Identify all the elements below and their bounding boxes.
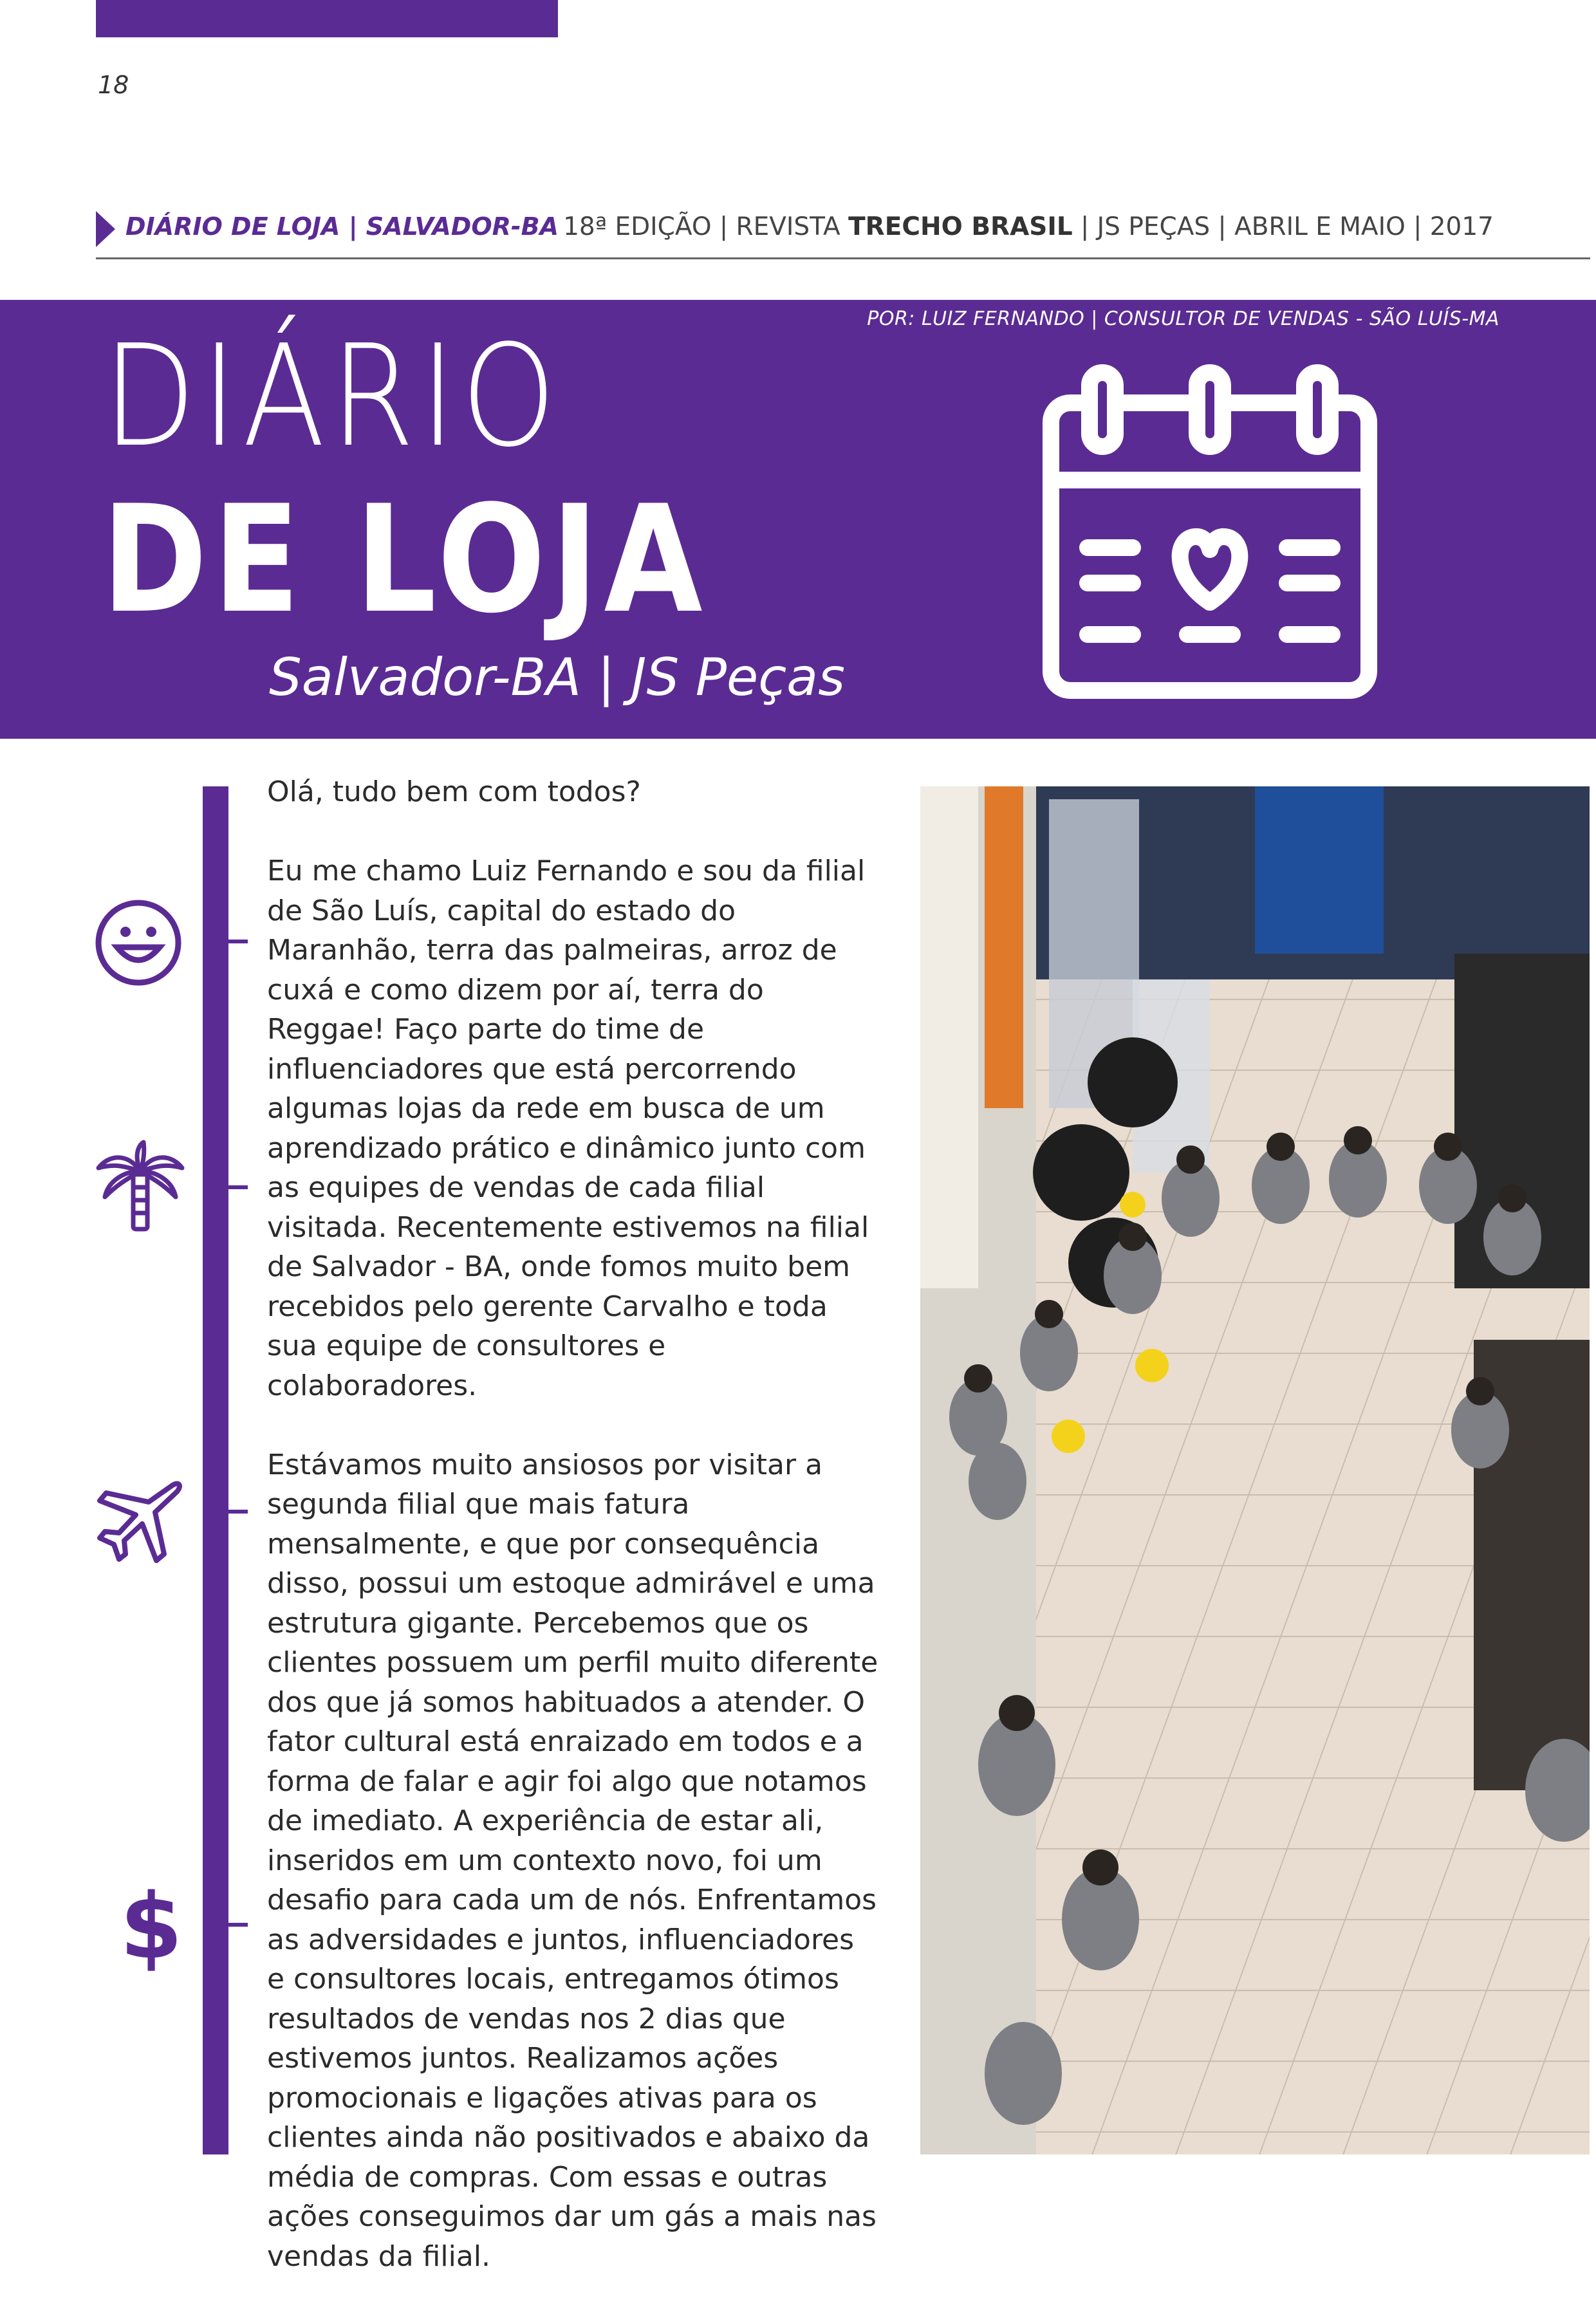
edition-brand: TRECHO BRASIL — [848, 212, 1073, 241]
article-body — [267, 772, 878, 2316]
subtitle: Salvador-BA | JS Peças — [269, 647, 845, 707]
section-tag: DIÁRIO DE LOJA | SALVADOR-BA — [125, 212, 559, 241]
page-number: 18 — [98, 71, 129, 99]
edition-line — [563, 212, 1494, 241]
edition-suffix: | JS PEÇAS | ABRIL E MAIO | 2017 — [1072, 212, 1494, 241]
timeline-bar — [203, 786, 228, 2154]
timeline-tick — [228, 940, 248, 943]
team-photo — [920, 786, 1590, 2154]
timeline-tick — [228, 1510, 248, 1514]
paragraph: Eu me chamo Luiz Fernando e sou da filial de São Luís, capital do estado do Maranhão, terra das palmeiras, arroz de cuxá e como dizem por aí, terra do Reggae! Faço parte do time de influenciadores que está percorrendo algumas lojas da rede em busca de um aprendizado prático e dinâmico junto com as equipes de vendas de cada filial visitada. Recentemente estivemos na filial de Salvador - BA, onde fomos muito bem recebidos pelo gerente Carvalho e toda sua equipe de consultores e colaboradores. — [267, 855, 869, 1402]
section-arrow-icon — [96, 211, 115, 247]
byline: POR: LUIZ FERNANDO | CONSULTOR DE VENDAS - SÃO LUÍS-MA — [867, 308, 1499, 330]
title-line-1: DIÁRIO — [103, 315, 562, 478]
dollar-icon — [103, 1879, 200, 1976]
smiley-icon — [90, 894, 187, 991]
title-line-2: DE LOJA — [102, 474, 709, 646]
edition-prefix: 18ª EDIÇÃO | REVISTA — [563, 212, 849, 241]
calendar-heart-icon — [1043, 364, 1377, 699]
timeline-tick — [228, 1923, 248, 1927]
paragraph: Olá, tudo bem com todos? — [267, 775, 641, 808]
title-banner — [0, 300, 1596, 739]
top-accent-bar — [96, 0, 558, 37]
section-header — [96, 205, 1590, 259]
palm-tree-icon — [92, 1139, 189, 1236]
timeline-tick — [228, 1185, 248, 1189]
paragraph: Estávamos muito ansiosos por visitar a segunda filial que mais fatura mensalmente, e que por consequência disso, possui um estoque admirável e uma estrutura gigante. Percebemos que os clientes possuem um perfil muito diferente dos que já somos habituados a atender. O fator cultural está enraizado em todos e a forma de falar e agir foi algo que notamos de imediato. A experiência de estar ali, inseridos em um contexto novo, foi um desafio para cada um de nós. Enfrentamos as adversidades e juntos, influenciadores e consultores locais, entregamos ótimos resultados de vendas nos 2 dias que estivemos juntos. Realizamos ações promocionais e ligações ativas para os clientes ainda não positivados e abaixo da média de compras. Com essas e outras ações conseguimos dar um gás a mais nas vendas da filial. — [267, 1448, 878, 2273]
svg-text:$: $ — [120, 1879, 183, 1976]
airplane-icon — [92, 1474, 189, 1570]
